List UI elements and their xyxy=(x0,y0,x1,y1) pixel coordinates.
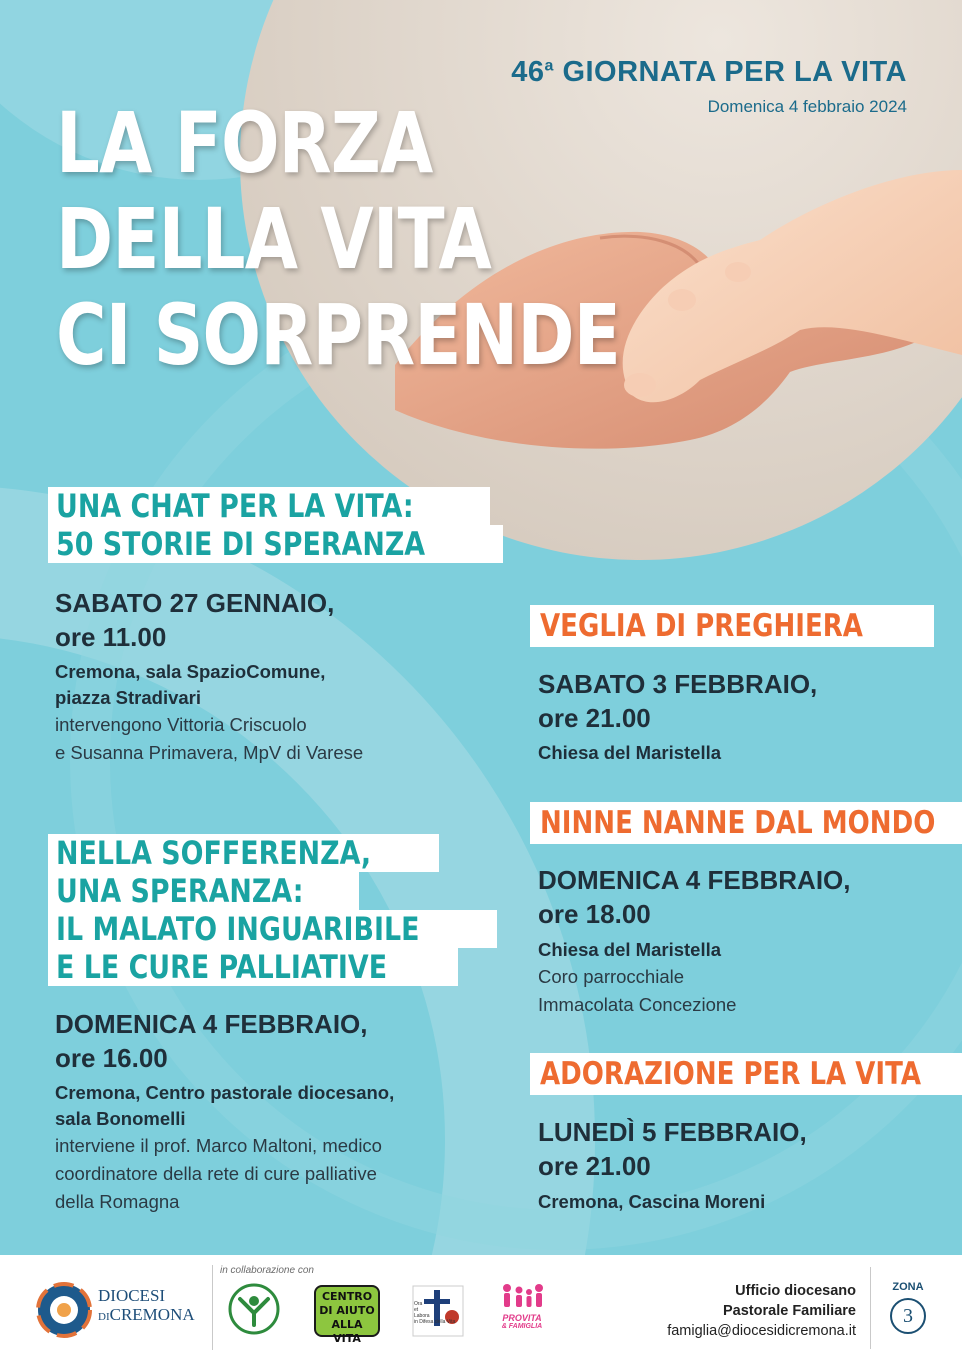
edition-title-text: GIORNATA PER LA VITA xyxy=(562,56,907,88)
event-place-line: piazza Stradivari xyxy=(55,687,202,708)
cav-logo-line: DI AIUTO xyxy=(319,1304,375,1317)
office-email[interactable]: famiglia@diocesidicremona.it xyxy=(667,1323,856,1339)
event-date xyxy=(538,1115,807,1183)
event-time-line: ore 16.00 xyxy=(55,1043,168,1073)
event-time-line: ore 11.00 xyxy=(55,622,167,652)
diocese-emblem-icon xyxy=(36,1282,92,1338)
event-title-line: IL MALATO INGUARIBILE xyxy=(56,910,420,948)
event-date xyxy=(538,667,817,735)
event-title-box xyxy=(530,605,934,647)
ora-logo-text-line: Labora xyxy=(414,1313,430,1319)
footer-bar xyxy=(0,1255,962,1360)
event-title-box xyxy=(48,525,503,563)
event-title-line: E LE CURE PALLIATIVE xyxy=(56,948,388,986)
ora-logo-text-line: in Difesa della Vita xyxy=(414,1319,456,1325)
event-time-line: ore 21.00 xyxy=(538,1151,651,1181)
event-place xyxy=(55,659,325,711)
event-date xyxy=(55,1007,368,1075)
event-time-line: ore 21.00 xyxy=(538,703,651,733)
cav-logo-line: ALLA VITA xyxy=(331,1318,363,1345)
event-place-line: sala Bonomelli xyxy=(55,1108,186,1129)
event-description-line: Coro parrocchiale xyxy=(538,966,685,987)
poster-main-title xyxy=(56,95,620,383)
event-date-line: SABATO 27 GENNAIO, xyxy=(55,588,335,618)
edition-suffix: a xyxy=(544,57,554,75)
provita-logo xyxy=(494,1283,550,1331)
diocese-name-line xyxy=(98,1305,195,1327)
event-description xyxy=(538,963,736,1019)
event-title-box xyxy=(48,910,497,948)
office-contact xyxy=(667,1281,856,1341)
event-place xyxy=(538,740,721,766)
event-description-line: interviene il prof. Marco Maltoni, medico xyxy=(55,1135,382,1156)
event-place-line: Cremona, Centro pastorale diocesano, xyxy=(55,1082,395,1103)
event-description-line: e Susanna Primavera, MpV di Varese xyxy=(55,742,364,763)
zona-number: 3 xyxy=(890,1298,926,1334)
event-title-line: NINNE NANNE DAL MONDO xyxy=(540,805,936,841)
diocese-name-di: DI xyxy=(98,1311,110,1323)
event-title-line: VEGLIA DI PREGHIERA xyxy=(540,608,863,644)
mpv-figure-icon xyxy=(228,1283,280,1335)
title-line: DELLA VITA xyxy=(56,190,491,288)
event-title-line: NELLA SOFFERENZA, xyxy=(56,834,372,872)
event-place xyxy=(55,1080,394,1132)
event-title-line: UNA CHAT PER LA VITA: xyxy=(56,487,414,525)
event-title-line: ADORAZIONE PER LA VITA xyxy=(540,1056,922,1092)
cav-logo xyxy=(314,1285,380,1345)
edition-number: 46 xyxy=(511,56,545,88)
event-description xyxy=(55,711,363,767)
event-place-line: Chiesa del Maristella xyxy=(538,939,722,960)
provita-logo-line: & FAMIGLIA xyxy=(501,1323,543,1330)
event-title-box xyxy=(530,802,962,844)
event-description-line: coordinatore della rete di cure palliative xyxy=(55,1163,377,1184)
event-date-line: DOMENICA 4 FEBBRAIO, xyxy=(538,865,851,895)
event-date xyxy=(538,863,851,931)
event-main-date: Domenica 4 febbraio 2024 xyxy=(707,97,907,116)
ora-logo-text-line: et xyxy=(414,1307,419,1313)
event-description-line: Immacolata Concezione xyxy=(538,994,737,1015)
title-line: CI SORPRENDE xyxy=(56,286,620,384)
footer-divider xyxy=(870,1267,871,1349)
event-description-line: della Romagna xyxy=(55,1191,180,1212)
diocese-name-line: DIOCESI xyxy=(98,1286,166,1305)
event-place xyxy=(538,1189,765,1215)
collaboration-label: in collaborazione con xyxy=(220,1265,314,1276)
mpv-logo xyxy=(228,1283,280,1339)
event-place-line: Cremona, Cascina Moreni xyxy=(538,1191,766,1212)
diocese-name xyxy=(98,1286,195,1327)
event-title-box xyxy=(530,1053,962,1095)
cav-logo-line: CENTRO xyxy=(321,1290,373,1303)
event-time-line: ore 18.00 xyxy=(538,899,651,929)
event-date-line: LUNEDÌ 5 FEBBRAIO, xyxy=(538,1117,807,1147)
event-title-box xyxy=(48,948,458,986)
title-line: LA FORZA xyxy=(56,94,433,192)
event-place xyxy=(538,937,721,963)
event-description-line: intervengono Vittoria Criscuolo xyxy=(55,714,307,735)
event-date-line: DOMENICA 4 FEBBRAIO, xyxy=(55,1009,368,1039)
event-title-box xyxy=(48,834,439,872)
event-title-line: 50 STORIE DI SPERANZA xyxy=(56,525,426,563)
event-title-box xyxy=(48,487,490,525)
ora-logo-text xyxy=(414,1301,455,1325)
diocese-name-city: CREMONA xyxy=(109,1305,195,1324)
event-title-box xyxy=(48,872,359,910)
event-date xyxy=(55,586,334,654)
footer-divider xyxy=(212,1265,213,1350)
event-description xyxy=(55,1132,382,1216)
family-figures-icon xyxy=(497,1283,547,1309)
zona-badge xyxy=(888,1281,928,1334)
zona-label: ZONA xyxy=(892,1281,924,1293)
event-date-line: SABATO 3 FEBBRAIO, xyxy=(538,669,818,699)
office-name-line: Pastorale Familiare xyxy=(723,1303,856,1319)
ora-logo-text-line: Ora xyxy=(414,1301,423,1307)
event-place-line: Cremona, sala SpazioComune, xyxy=(55,661,326,682)
ora-et-labora-logo xyxy=(412,1285,464,1337)
diocese-logo xyxy=(36,1282,92,1342)
event-edition-title xyxy=(511,56,907,89)
event-place-line: Chiesa del Maristella xyxy=(538,742,722,763)
event-title-line: UNA SPERANZA: xyxy=(56,872,304,910)
provita-logo-line: PROVITA xyxy=(502,1313,542,1323)
office-name-line: Ufficio diocesano xyxy=(735,1283,856,1299)
